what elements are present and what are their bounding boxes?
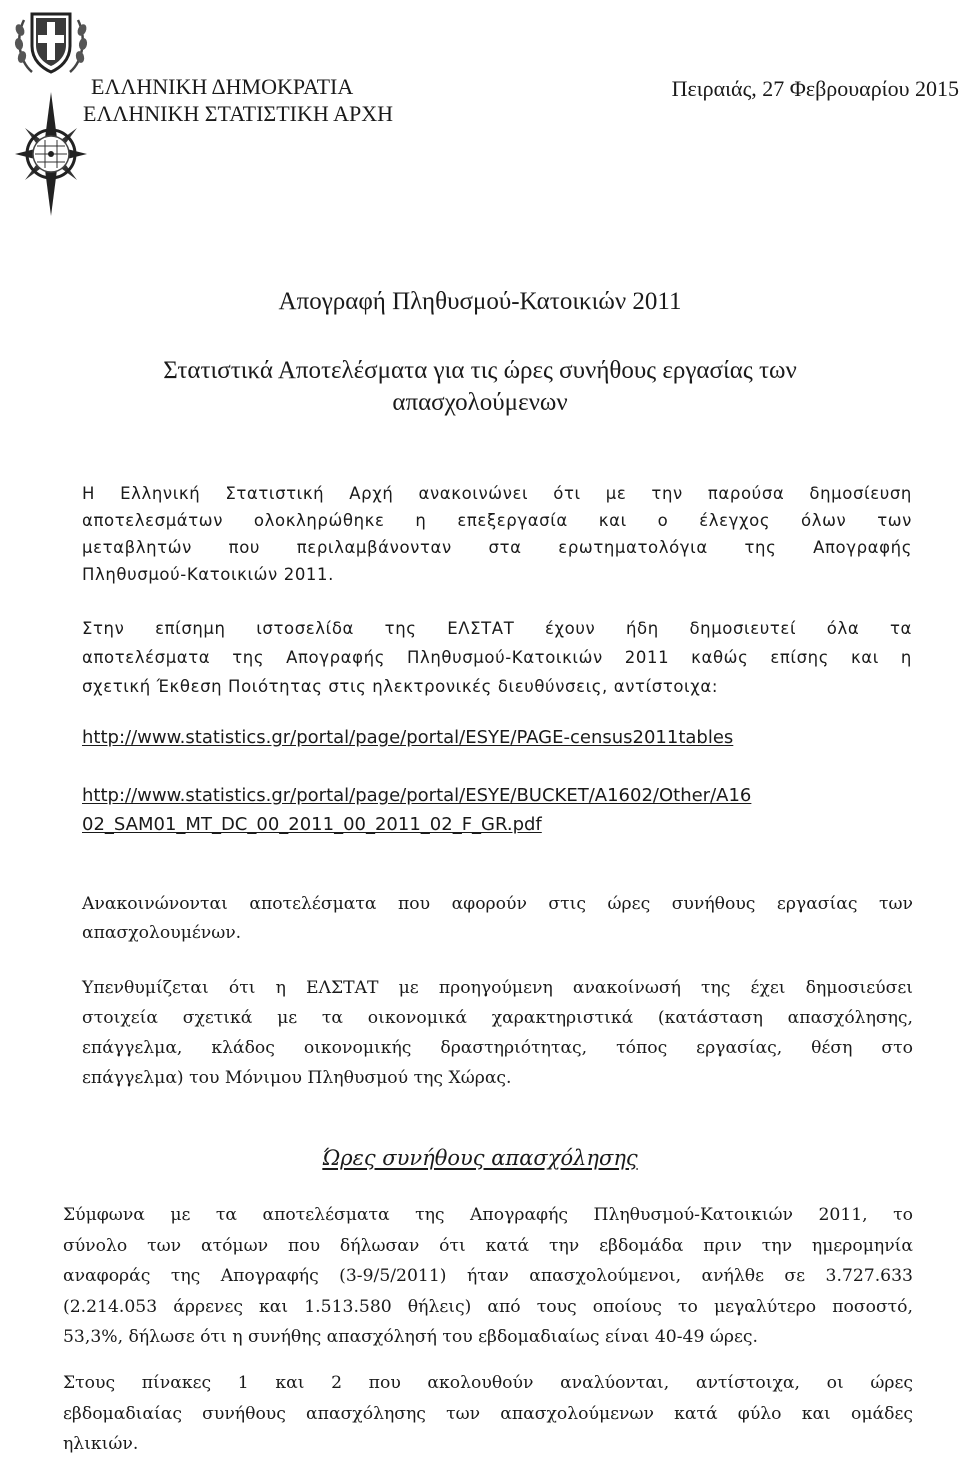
census-tables-link[interactable] — [82, 723, 733, 752]
intro-paragraph — [82, 480, 912, 588]
reminder-line: επάγγελμα) του Μόνιμου Πληθυσμού της Χώρας. — [82, 1068, 512, 1088]
results-line: αναφοράς της Απογραφής (3-9/5/2011) ήταν απασχολούμενοι, ανήλθε σε 3.727.633 — [63, 1266, 913, 1286]
page-subtitle-line1: Στατιστικά Αποτελέσματα για τις ώρες συνήθους εργασίας των — [163, 357, 797, 384]
quality-report-link[interactable] — [82, 781, 751, 839]
website-line: σχετική Έκθεση Ποιότητας στις ηλεκτρονικές διευθύνσεις, αντίστοιχα: — [82, 677, 718, 696]
emblem-icon — [10, 2, 92, 240]
intro-line: Η Ελληνική Στατιστική Αρχή ανακοινώνει ότι με την παρούσα δημοσίευση — [82, 484, 912, 503]
quality-report-link-line2[interactable]: 02_SAM01_MT_DC_00_2011_00_2011_02_F_GR.pdf — [82, 814, 542, 835]
place-date: Πειραιάς, 27 Φεβρουαρίου 2015 — [671, 76, 959, 101]
website-line: Στην επίσημη ιστοσελίδα της ΕΛΣΤΑΤ έχουν ήδη δημοσιευτεί όλα τα — [82, 619, 912, 638]
hellenic-republic-emblem — [10, 2, 92, 240]
org-name-line2: ΕΛΛΗΝΙΚΗ ΣΤΑΤΙΣΤΙΚΗ ΑΡΧΗ — [83, 101, 393, 126]
results-line: σύνολο των ατόμων που δήλωσαν ότι κατά την εβδομάδα πριν την ημερομηνία — [63, 1235, 913, 1256]
intro-line: Πληθυσμού-Κατοικιών 2011. — [82, 565, 334, 584]
announce-line: Ανακοινώνονται αποτελέσματα που αφορούν στις ώρες συνήθους εργασίας των — [82, 894, 913, 914]
intro-line: μεταβλητών που περιλαμβάνονταν στα ερωτηματολόγια της Απογραφής — [82, 538, 912, 557]
website-line: αποτελέσματα της Απογραφής Πληθυσμού-Κατοικιών 2011 καθώς επίσης και η — [82, 648, 912, 667]
results-paragraph — [63, 1200, 913, 1353]
results-line: Σύμφωνα με τα αποτελέσματα της Απογραφής Πληθυσμού-Κατοικιών 2011, το — [63, 1205, 913, 1225]
org-name-line1: ΕΛΛΗΝΙΚΗ ΔΗΜΟΚΡΑΤΙΑ — [91, 74, 354, 99]
quality-report-link-line1[interactable]: http://www.statistics.gr/portal/page/portal/ESYE/BUCKET/A1602/Other/A16 — [82, 785, 752, 806]
announce-paragraph — [82, 890, 913, 948]
reminder-line: επάγγελμα, κλάδος οικονομικής δραστηριότητας, τόπος εργασίας, θέση στο — [82, 1038, 913, 1058]
reminder-paragraph — [82, 973, 913, 1093]
announce-line: απασχολουμένων. — [82, 923, 242, 943]
tables-line: Στους πίνακες 1 και 2 που ακολουθούν αναλύονται, αντίστοιχα, οι ώρες — [63, 1373, 913, 1393]
tables-paragraph — [63, 1368, 913, 1460]
tables-line: ηλικιών. — [63, 1434, 139, 1454]
section-heading-text: Ώρες συνήθους απασχόλησης — [322, 1146, 638, 1170]
page-subtitle-line2: απασχολούμενων — [392, 389, 568, 416]
census-tables-link-text[interactable]: http://www.statistics.gr/portal/page/portal/ESYE/PAGE-census2011tables — [82, 727, 734, 748]
page-title: Απογραφή Πληθυσμού-Κατοικιών 2011 — [278, 288, 682, 315]
results-line: (2.214.053 άρρενες και 1.513.580 θήλεις) από τους οποίους το μεγαλύτερο ποσοστό, — [63, 1296, 913, 1317]
results-line: 53,3%, δήλωσε ότι η συνήθης απασχόλησή του εβδομαδιαίως είναι 40-49 ώρες. — [63, 1327, 758, 1347]
reminder-line: στοιχεία σχετικά με τα οικονομικά χαρακτηριστικά (κατάσταση απασχόλησης, — [82, 1008, 913, 1028]
tables-line: εβδομαδιαίας συνήθους απασχόλησης των απασχολούμενων κατά φύλο και ομάδες — [63, 1403, 913, 1424]
intro-line: αποτελεσμάτων ολοκληρώθηκε η επεξεργασία και ο έλεγχος όλων των — [82, 511, 912, 530]
section-heading — [0, 1146, 960, 1170]
reminder-line: Υπενθυμίζεται ότι η ΕΛΣΤΑΤ με προηγούμενη ανακοίνωσή της έχει δημοσιεύσει — [82, 978, 913, 998]
website-paragraph — [82, 614, 912, 701]
